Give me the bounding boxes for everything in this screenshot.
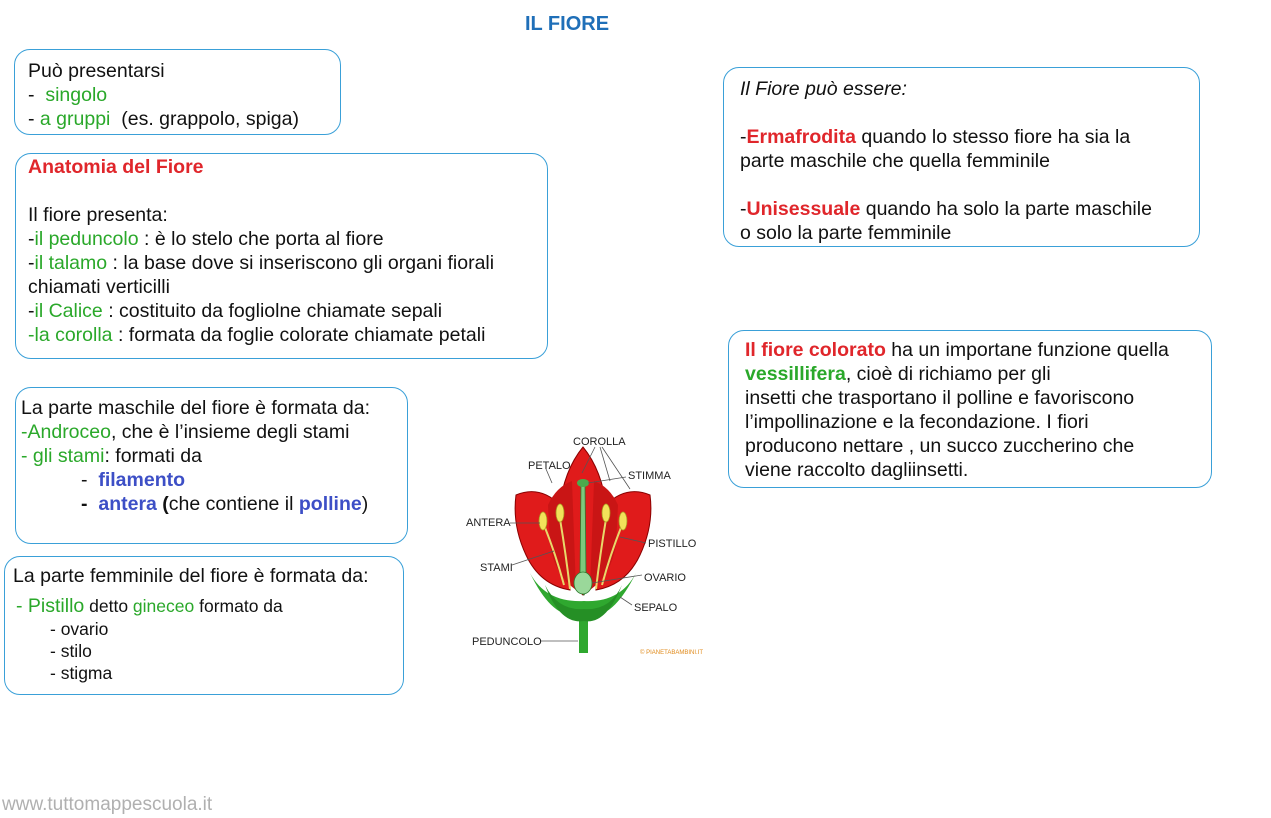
- femminile-line2: [13, 594, 403, 618]
- credit-text: © PIANETABAMBINI.IT: [640, 650, 703, 656]
- gineceo-term: gineceo: [132, 596, 195, 616]
- dash: -: [28, 84, 46, 106]
- stigma-shape: [577, 479, 589, 487]
- anther-shape: [602, 504, 610, 522]
- definition: : costituito da fogliolne chiamate sepali: [102, 300, 443, 322]
- androceo-def: , che è l’insieme degli stami: [110, 421, 350, 443]
- ermafrodita-term: Ermafrodita: [746, 126, 856, 148]
- box-presentarsi: [14, 49, 341, 135]
- maschile-line4: [21, 468, 407, 492]
- antera-term: antera: [98, 493, 157, 515]
- term: il Calice: [34, 300, 103, 322]
- page-title: IL FIORE: [524, 13, 610, 35]
- box-parte-maschile: [15, 387, 408, 544]
- unisessuale-line2: o solo la parte femminile: [740, 222, 952, 244]
- fiore-colorato-term: Il fiore colorato: [745, 339, 886, 361]
- label-stami: STAMI: [480, 562, 513, 574]
- anatomia-item: [28, 323, 547, 347]
- colorato-text: , cioè di richiamo per gli: [845, 363, 1051, 385]
- definition: : formata da foglie colorate chiamate petali: [112, 324, 486, 346]
- formato-da: formato da: [194, 596, 283, 616]
- anatomia-heading: Anatomia del Fiore: [28, 156, 204, 178]
- dash: -: [81, 493, 99, 515]
- flower-illustration: [460, 425, 710, 665]
- colorato-line2: [745, 362, 1211, 386]
- unisessuale-term: Unisessuale: [746, 198, 861, 220]
- label-stimma: STIMMA: [628, 470, 671, 482]
- dash: -: [28, 252, 35, 274]
- maschile-line2: [21, 420, 407, 444]
- paren: (: [156, 493, 169, 515]
- femminile-sub-item: - stigma: [50, 663, 113, 683]
- detto: detto: [84, 596, 133, 616]
- anatomia-item: [28, 299, 547, 323]
- term: -la corolla: [28, 324, 113, 346]
- gruppi-examples: (es. grappolo, spiga): [110, 108, 299, 130]
- gruppi-text: a gruppi: [39, 108, 111, 130]
- anatomia-item: [28, 275, 547, 299]
- presentarsi-line1: Può presentarsi: [28, 60, 165, 82]
- footer-url: www.tuttomappescuola.it: [2, 794, 213, 815]
- anther-shape: [556, 504, 564, 522]
- dash: -: [28, 108, 40, 130]
- pistillo-term: - Pistillo: [16, 595, 85, 617]
- colorato-line1: [745, 338, 1211, 362]
- colorato-line: viene raccolto dagliinsetti.: [745, 459, 969, 481]
- leader-line: [620, 597, 632, 605]
- label-ovario: OVARIO: [644, 572, 686, 584]
- definition: : è lo stelo che porta al fiore: [138, 228, 384, 250]
- dash: -: [81, 469, 99, 491]
- stami-def: : formati da: [104, 445, 202, 467]
- colorato-line: l’impollinazione e la fecondazione. I fiori: [745, 411, 1089, 433]
- presentarsi-line2: [28, 83, 340, 107]
- label-sepalo: SEPALO: [634, 602, 678, 614]
- maschile-line3: [21, 444, 407, 468]
- anther-shape: [539, 512, 547, 530]
- stami-term: - gli stami: [21, 445, 105, 467]
- paren-close: ): [361, 493, 369, 515]
- presentarsi-line3: [28, 107, 340, 131]
- vessillifera-term: vessillifera: [745, 363, 846, 385]
- colorato-line: producono nettare , un succo zuccherino che: [745, 435, 1135, 457]
- femminile-line1: La parte femminile del fiore è formata da:: [13, 565, 369, 587]
- box-fiore-colorato: [728, 330, 1212, 488]
- unisessuale-def: quando ha solo la parte maschile: [860, 198, 1152, 220]
- label-pistillo: PISTILLO: [648, 538, 697, 550]
- ermafrodita-line2: parte maschile che quella femminile: [740, 150, 1050, 172]
- term: il peduncolo: [34, 228, 139, 250]
- femminile-sub-item: - stilo: [50, 641, 92, 661]
- essere-heading: Il Fiore può essere:: [740, 78, 907, 100]
- dash: -: [28, 300, 35, 322]
- unisessuale-line: [740, 197, 1199, 221]
- polline-term: polline: [298, 493, 362, 515]
- definition: chiamati verticilli: [28, 276, 170, 298]
- singolo-text: singolo: [45, 84, 108, 106]
- dash: -: [28, 228, 35, 250]
- label-peduncolo: PEDUNCOLO: [472, 636, 542, 648]
- definition: : la base dove si inseriscono gli organi fiorali: [107, 252, 495, 274]
- maschile-line5: [21, 492, 407, 516]
- label-corolla: COROLLA: [573, 436, 626, 448]
- label-petalo: PETALO: [528, 460, 571, 472]
- box-parte-femminile: [4, 556, 404, 695]
- anatomia-item: [28, 227, 547, 251]
- box-fiore-essere: [723, 67, 1200, 247]
- anatomia-item: [28, 251, 547, 275]
- femminile-sub-item: - ovario: [50, 619, 109, 639]
- dash: -: [740, 198, 747, 220]
- filamento-term: filamento: [98, 469, 186, 491]
- ermafrodita-def: quando lo stesso fiore ha sia la: [855, 126, 1131, 148]
- anther-shape: [619, 512, 627, 530]
- term: il talamo: [34, 252, 108, 274]
- colorato-line: insetti che trasportano il polline e favoriscono: [745, 387, 1135, 409]
- ermafrodita-line: [740, 125, 1199, 149]
- antera-def: che contiene il: [168, 493, 299, 515]
- anatomia-intro: Il fiore presenta:: [28, 204, 168, 226]
- flower-diagram: [460, 425, 710, 665]
- dash: -: [740, 126, 747, 148]
- androceo-term: -Androceo: [21, 421, 111, 443]
- box-anatomia: [15, 153, 548, 359]
- colorato-text: ha un importane funzione quella: [885, 339, 1169, 361]
- ovary-shape: [574, 572, 592, 594]
- label-antera: ANTERA: [466, 517, 511, 529]
- maschile-line1: La parte maschile del fiore è formata da:: [21, 397, 371, 419]
